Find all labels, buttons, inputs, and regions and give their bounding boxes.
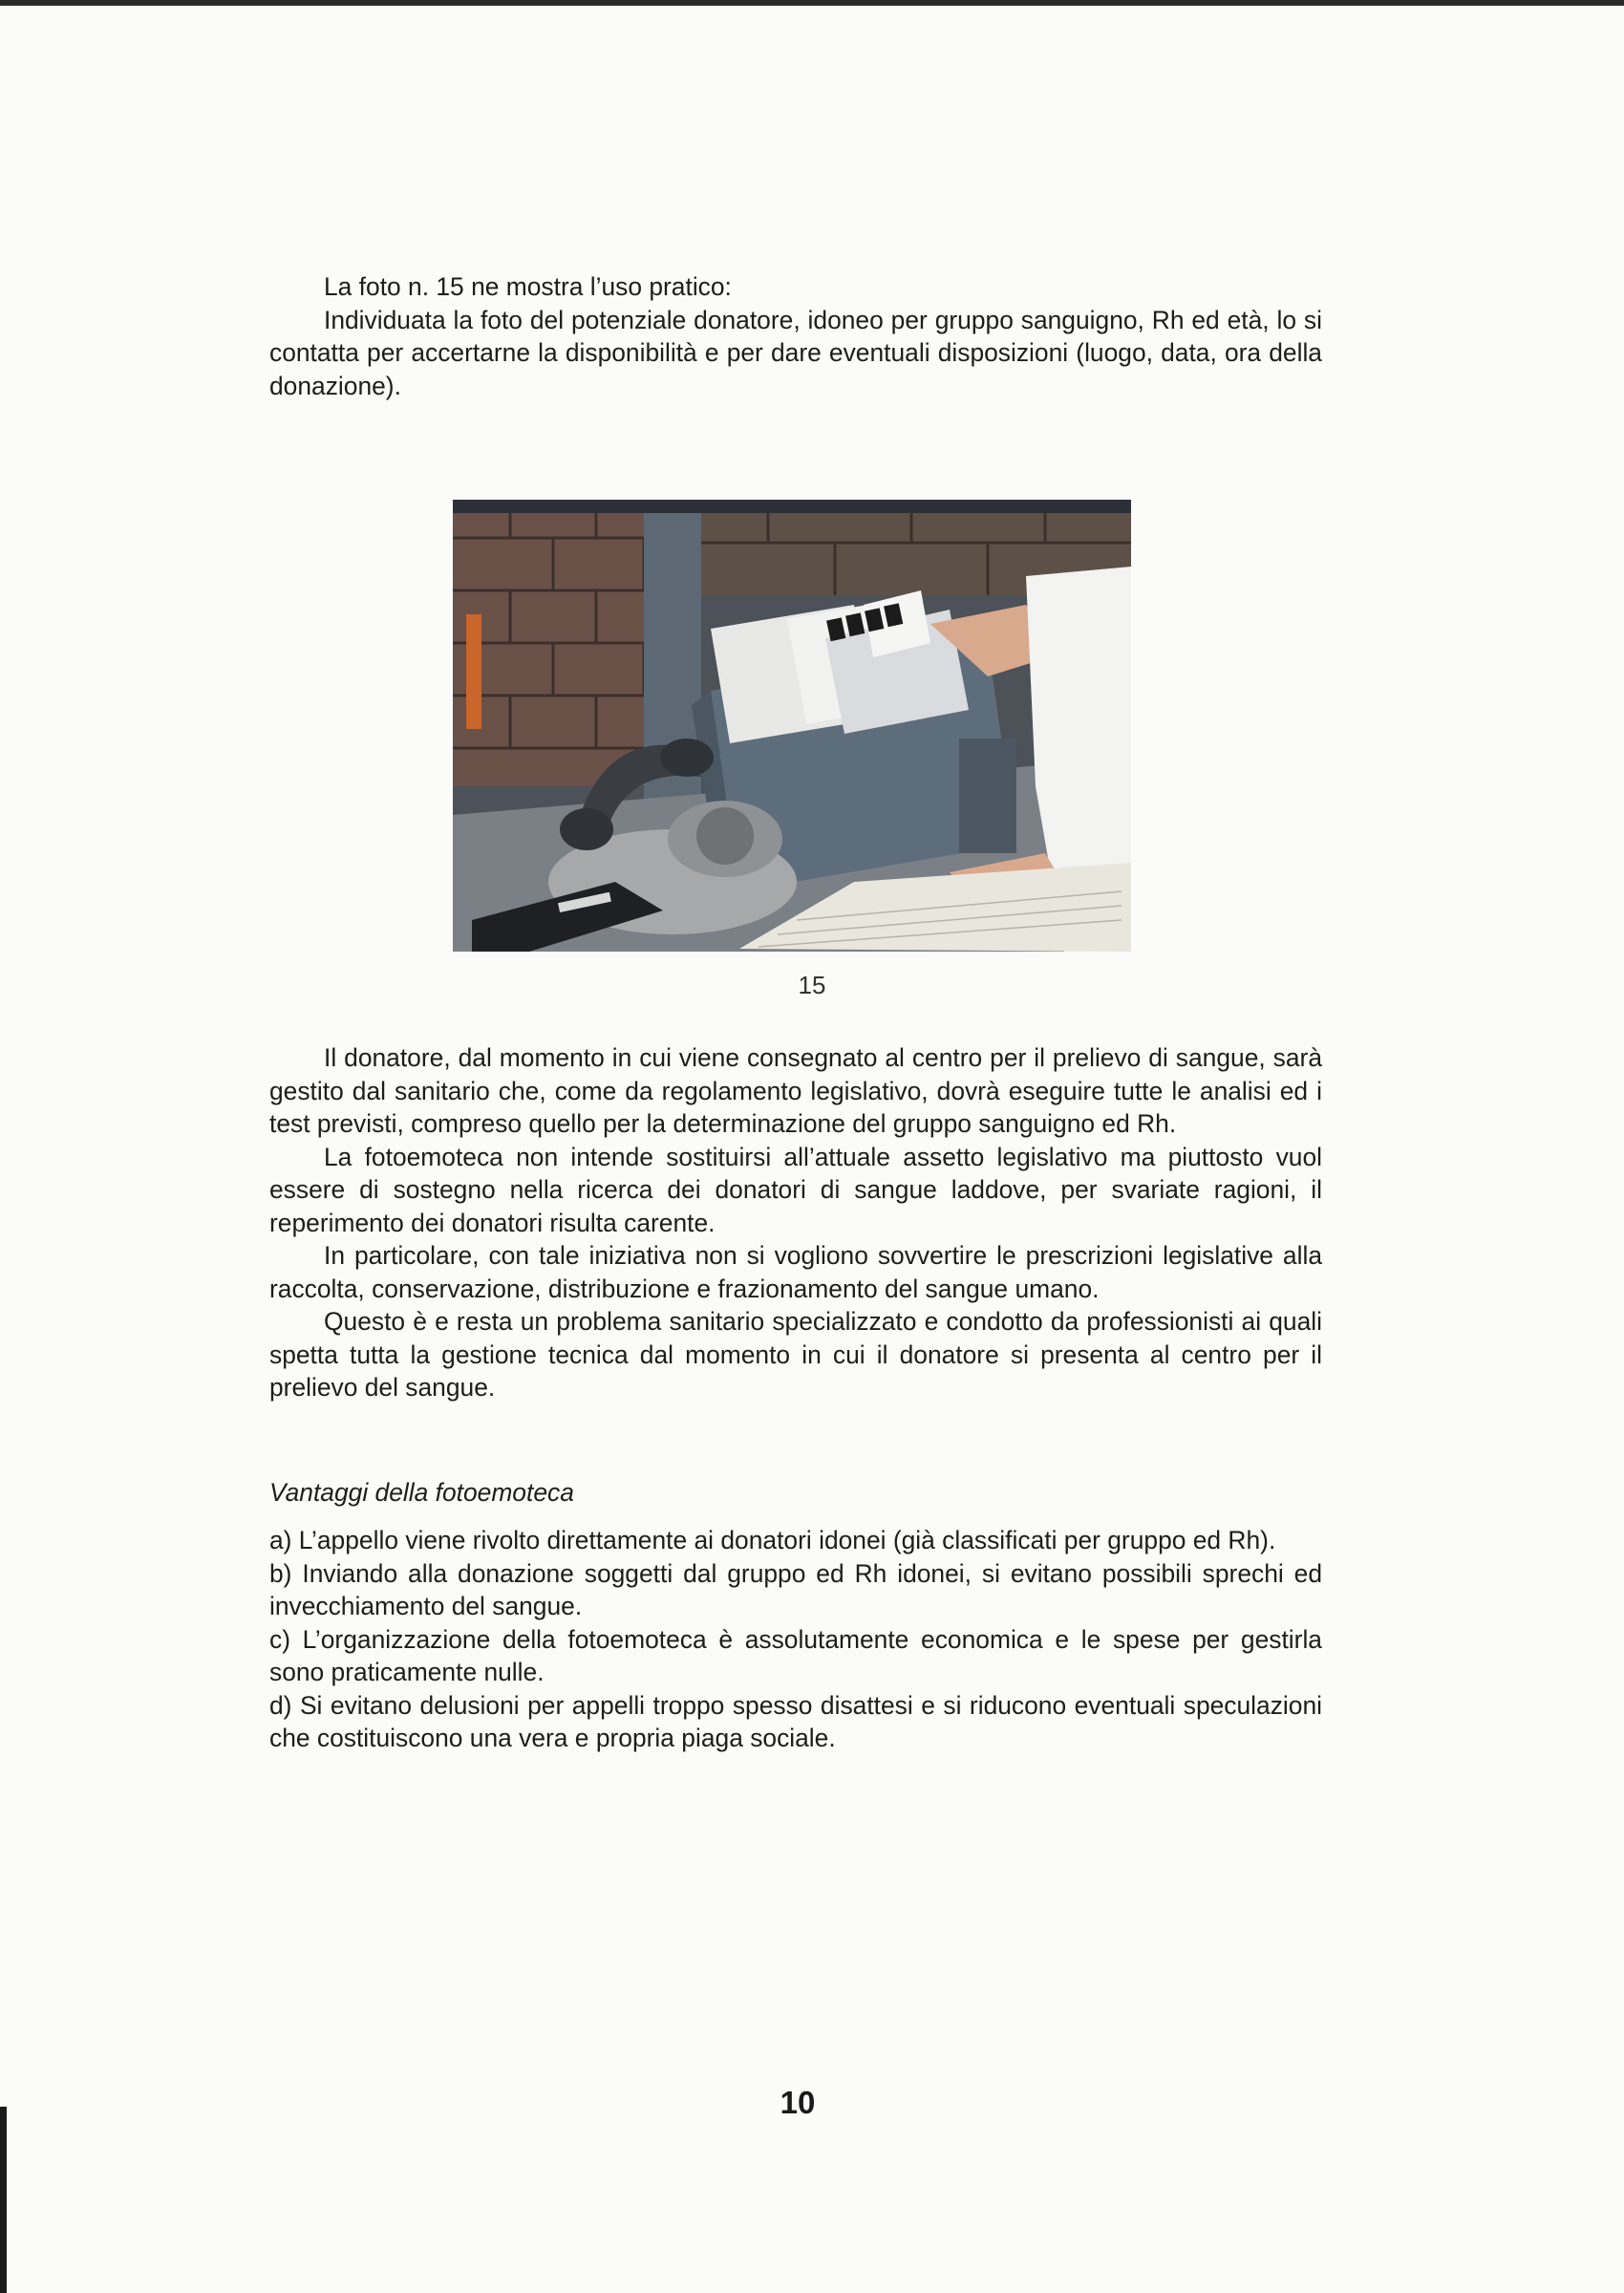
section-heading: Vantaggi della fotoemoteca	[269, 1478, 574, 1507]
top-edge-line	[0, 0, 1624, 6]
page-number: 10	[780, 2085, 816, 2120]
photo-caption: 15	[798, 971, 826, 999]
body-paragraph-1: Il donatore, dal momento in cui viene consegnato al centro per il prelievo di sangue, sarà gestito dal sanitario che, come da regolamento legislativo, dovrà eseguire tutte le analisi ed i test previsti, compreso quello per la determinazione del gruppo sanguigno ed Rh.	[269, 1043, 1322, 1138]
intro-section	[269, 270, 1322, 402]
body-paragraph-4: Questo è e resta un problema sanitario specializzato e condotto da professionisti ai quali spetta tutta la gestione tecnica dal momento in cui il donatore si presenta al centro per il prelievo del sangue.	[269, 1307, 1322, 1402]
intro-line: La foto n. 15 ne mostra l’uso pratico:	[324, 272, 732, 301]
list-item-a: a) L’appello viene rivolto direttamente ai donatori idonei (già classificati per gruppo ed Rh).	[269, 1526, 1276, 1554]
body-paragraph-2: La fotoemoteca non intende sostituirsi all’attuale assetto legislativo ma piuttosto vuol essere di sostegno nella ricerca dei donatori di sangue laddove, per svariate ragioni, il reperimento dei donatori risulta carente.	[269, 1142, 1322, 1237]
intro-paragraph: Individuata la foto del potenziale donatore, idoneo per gruppo sanguigno, Rh ed età, lo si contatta per accertarne la disponibilità e per dare eventuali disposizioni (luogo, data, ora della donazione).	[269, 305, 1322, 400]
list-item-b: b) Inviando alla donazione soggetti dal gruppo ed Rh idonei, si evitano possibili sprechi ed invecchiamento del sangue.	[269, 1558, 1322, 1620]
body-section	[269, 1041, 1322, 1404]
list-item-d: d) Si evitano delusioni per appelli troppo spesso disattesi e si riducono eventuali speculazioni che costituiscono una vera e propria piaga sociale.	[269, 1690, 1322, 1752]
list-item-c: c) L’organizzazione della fotoemoteca è assolutamente economica e le spese per gestirla sono praticamente nulle.	[269, 1624, 1322, 1686]
advantages-list	[269, 1524, 1322, 1755]
left-edge-mark	[0, 2107, 7, 2293]
photo-card-index-telephone	[453, 500, 1131, 952]
body-paragraph-3: In particolare, con tale iniziativa non si vogliono sovvertire le prescrizioni legislative alla raccolta, conservazione, distribuzione e frazionamento del sangue umano.	[269, 1241, 1322, 1303]
